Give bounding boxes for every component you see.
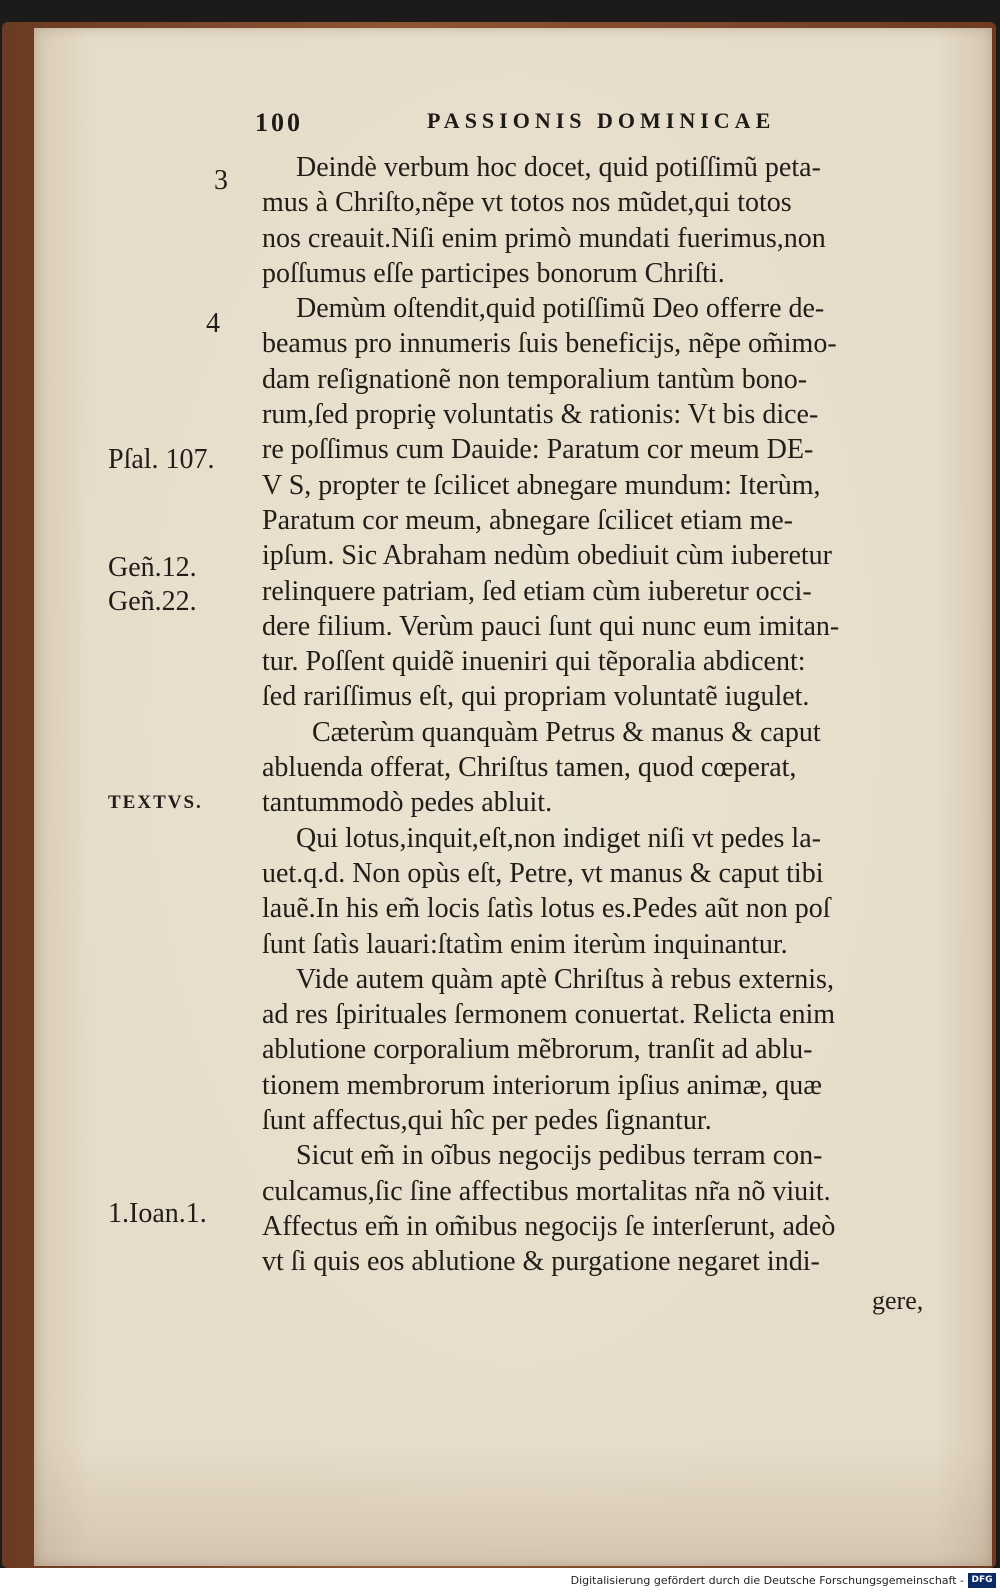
body-text xyxy=(262,150,942,1280)
text-line: ablutione corporalium mẽbrorum, tranſit ad ablu- xyxy=(262,1034,813,1066)
dfg-logo: DFG xyxy=(968,1573,996,1588)
text-line: ſunt affectus,qui hîc per pedes ſignantur. xyxy=(262,1105,712,1137)
text-line: tur. Poſſent quidẽ inueniri qui tẽporalia abdicent: xyxy=(262,646,806,678)
margin-ref-genesis-22: Geñ.22. xyxy=(108,586,197,617)
margin-number-3: 3 xyxy=(214,165,228,196)
text-line: vt ſi quis eos ablutione & purgatione negaret indi- xyxy=(262,1246,820,1278)
running-head xyxy=(0,108,1000,138)
page-number: 100 xyxy=(255,108,303,137)
text-line: V S, propter te ſcilicet abnegare mundum: Iterùm, xyxy=(262,469,821,501)
text-line: Demùm oſtendit,quid potiſſimũ Deo offerre de- xyxy=(296,293,825,325)
margin-label-textus: TEXTVS. xyxy=(108,792,203,813)
margin-ref-psalm: Pſal. 107. xyxy=(108,444,215,475)
text-line: ſunt ſatìs lauari:ſtatìm enim iterùm inquinantur. xyxy=(262,928,788,960)
text-line: culcamus,ſic ſine affectibus mortalitas nr̃a nõ viuit. xyxy=(262,1175,831,1207)
text-line: dere filium. Verùm pauci ſunt qui nunc eum imitan- xyxy=(262,610,840,642)
text-line: Sicut em̃ in oĩbus negocijs pedibus terram con- xyxy=(296,1140,823,1172)
text-line: ad res ſpirituales ſermonem conuertat. Relicta enim xyxy=(262,999,836,1031)
text-line: tantummodò pedes abluit. xyxy=(262,787,553,819)
text-line: Affectus em̃ in om̃ibus negocijs ſe interſerunt, adeò xyxy=(262,1210,836,1242)
text-line: abluenda offerat, Chriſtus tamen, quod cœperat, xyxy=(262,752,797,784)
running-title: PASSIONIS DOMINICAE xyxy=(427,108,776,133)
footer-bar xyxy=(0,1568,1000,1596)
text-line: ipſum. Sic Abraham nedùm obediuit cùm iuberetur xyxy=(262,540,832,572)
text-line: tionem membrorum interiorum ipſius animæ, quæ xyxy=(262,1069,822,1101)
text-line: rum,ſed propriȩ voluntatis & rationis: Vt bis dice- xyxy=(262,399,819,431)
margin-number-4: 4 xyxy=(206,308,220,339)
text-line: Paratum cor meum, abnegare ſcilicet etiam me- xyxy=(262,504,793,536)
text-line: re poſſimus cum Dauide: Paratum cor meum DE- xyxy=(262,434,814,466)
text-line: ſed rariſſimus eſt, qui propriam voluntatẽ iugulet. xyxy=(262,681,810,713)
margin-ref-john: 1.Ioan.1. xyxy=(108,1198,207,1229)
text-line: mus à Chriſto,nẽpe vt totos nos mũdet,qui totos xyxy=(262,187,792,219)
catchword: gere, xyxy=(872,1286,924,1315)
margin-ref-genesis-12: Geñ.12. xyxy=(108,552,197,583)
funding-credit: Digitalisierung gefördert durch die Deutsche Forschungsgemeinschaft - xyxy=(570,1574,964,1587)
text-line: nos creauit.Niſi enim primò mundati fuerimus,non xyxy=(262,222,826,254)
text-line: Cæterùm quanquàm Petrus & manus & caput xyxy=(312,716,821,748)
text-line: dam reſignationẽ non temporalium tantùm bono- xyxy=(262,363,808,395)
text-line: Deindè verbum hoc docet, quid potiſſimũ peta- xyxy=(296,152,821,183)
text-line: Vide autem quàm aptè Chriſtus à rebus externis, xyxy=(296,963,834,995)
text-line: beamus pro innumeris ſuis beneficijs, nẽpe om̃imo- xyxy=(262,328,837,360)
text-line: uet.q.d. Non opùs eſt, Petre, vt manus & caput tibi xyxy=(262,857,824,889)
text-line: Qui lotus,inquit,eſt,non indiget niſi vt pedes la- xyxy=(296,822,821,854)
text-line: relinquere patriam, ſed etiam cùm iuberetur occi- xyxy=(262,575,812,607)
text-line: lauẽ.In his em̃ locis ſatìs lotus es.Pedes aũt non poſ xyxy=(262,893,831,925)
text-line: poſſumus eſſe participes bonorum Chriſti. xyxy=(262,257,725,289)
